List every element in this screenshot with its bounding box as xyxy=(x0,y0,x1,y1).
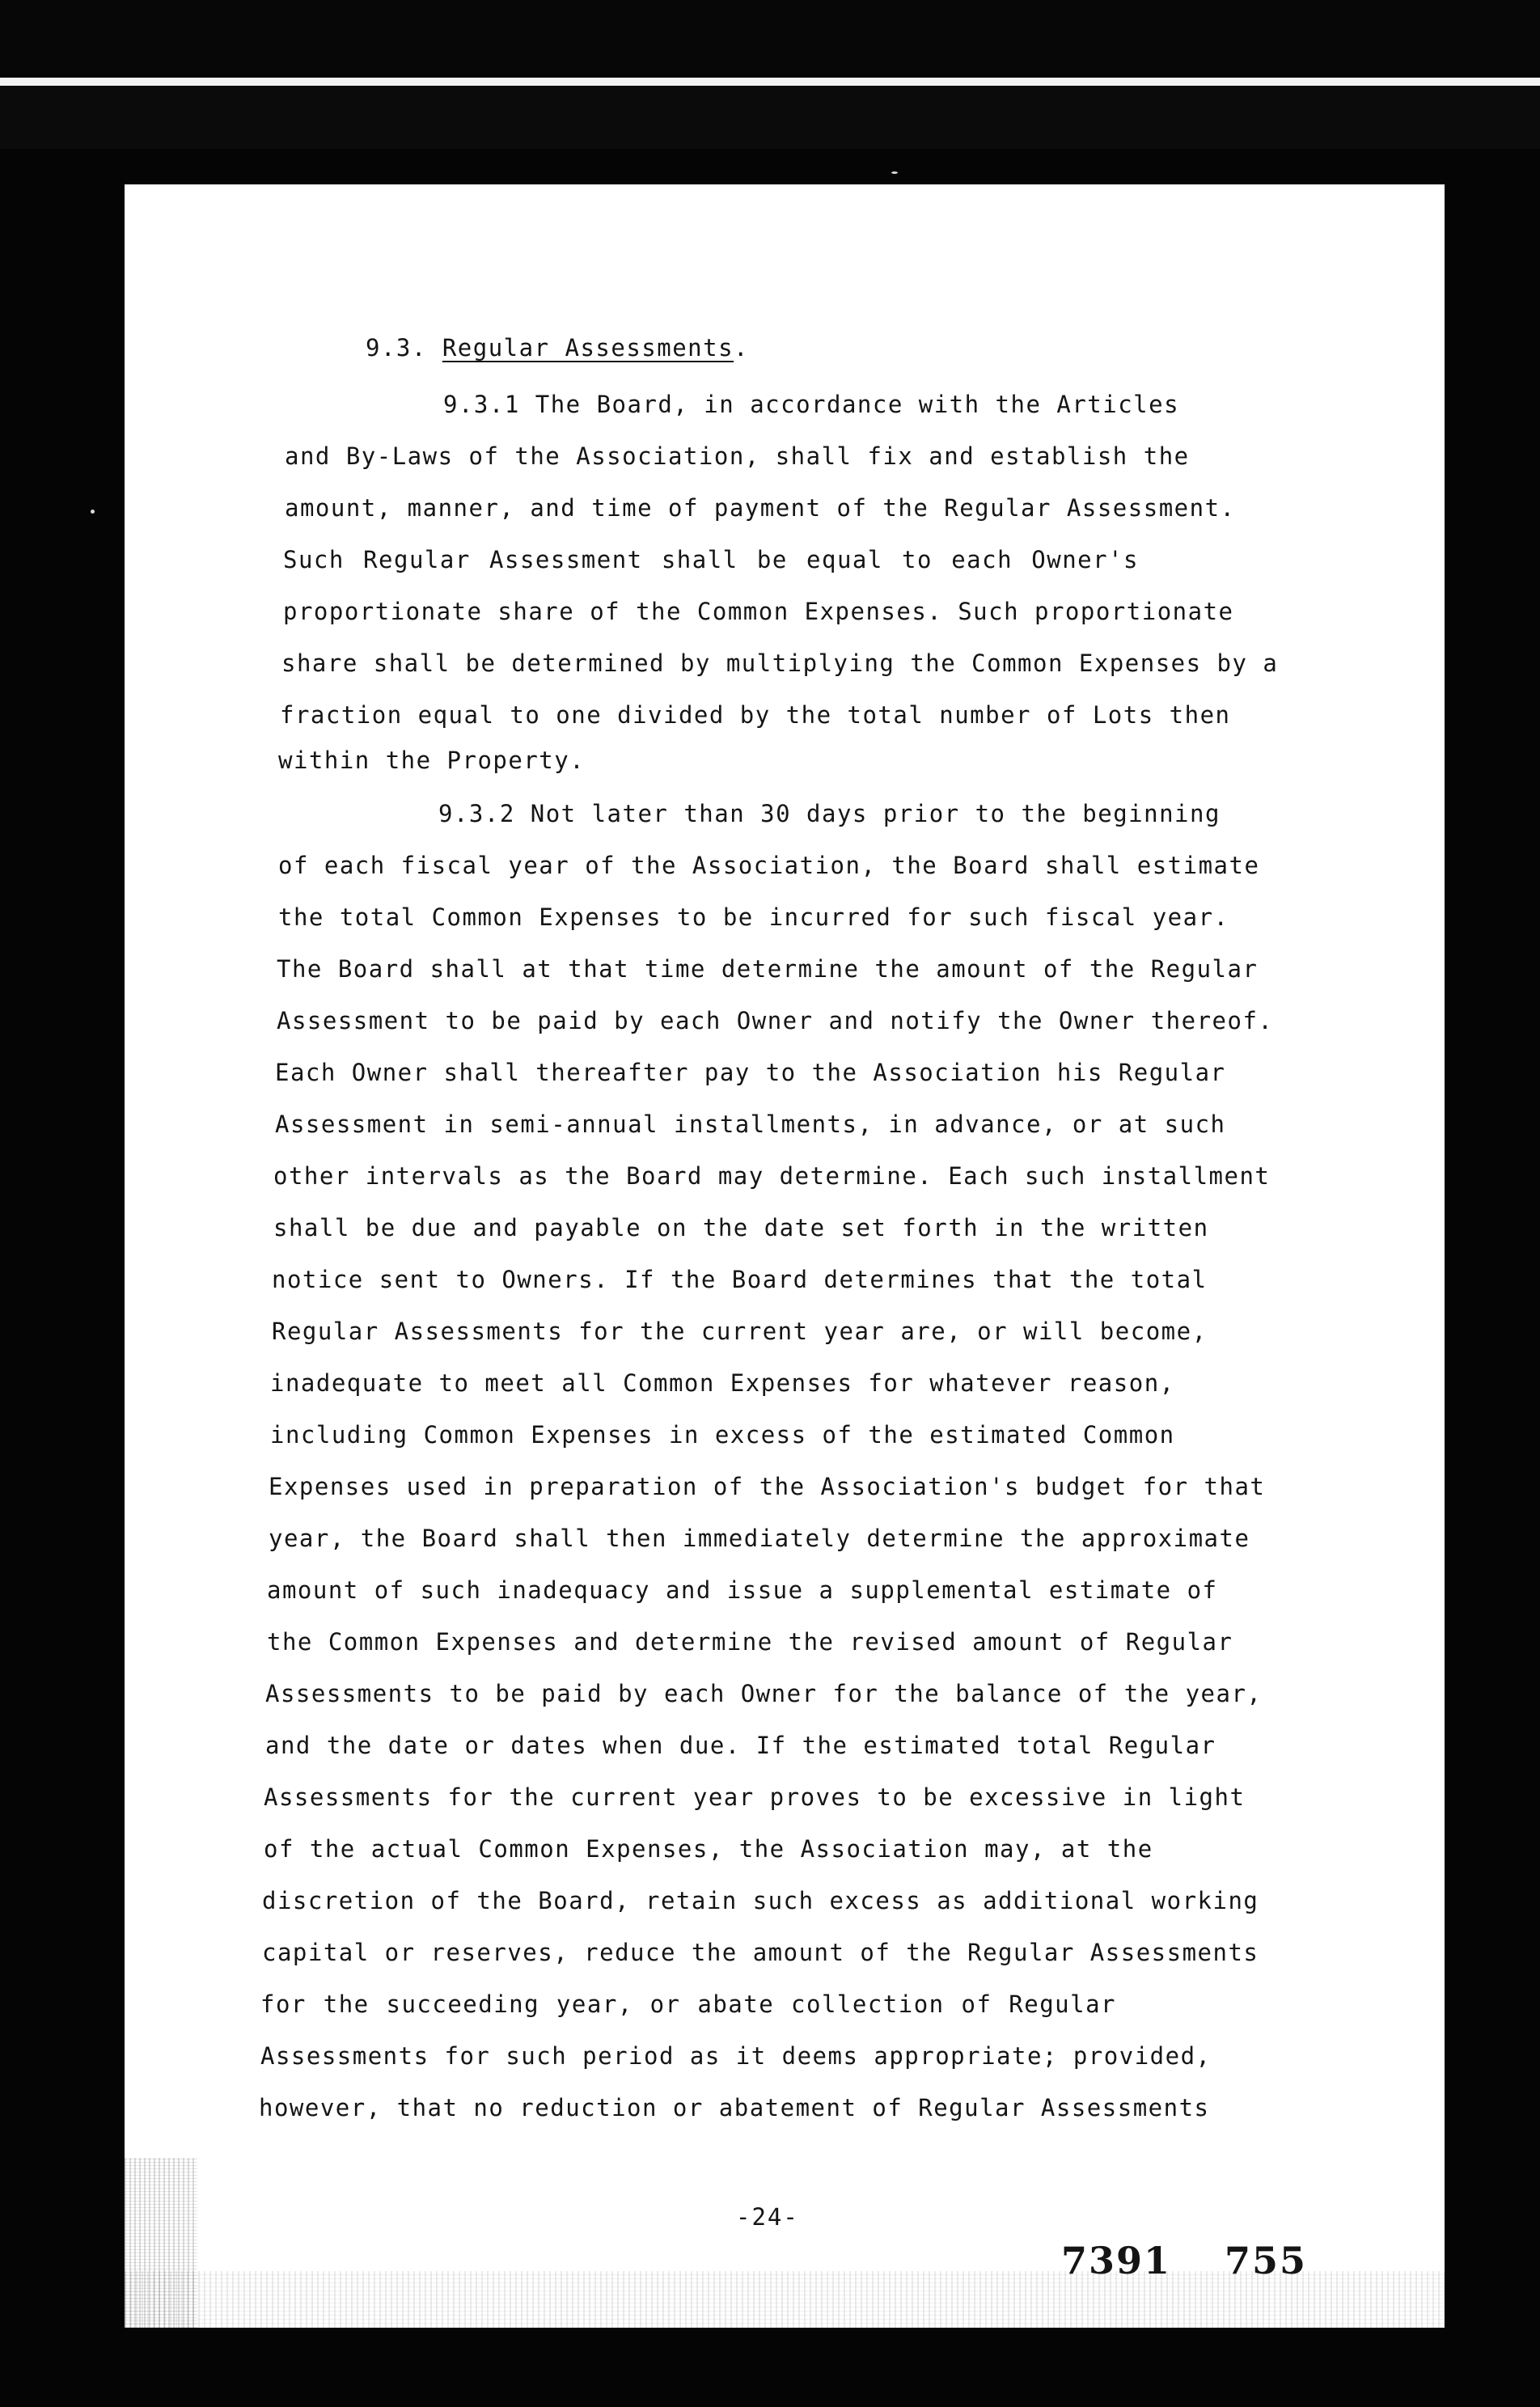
paragraph-line: capital or reserves, reduce the amount of the Regular Assessments xyxy=(262,1939,1259,1966)
paragraph-line: 9.3.2 Not later than 30 days prior to the beginning xyxy=(438,800,1221,827)
paragraph-line: and By-Laws of the Association, shall fix and establish the xyxy=(285,442,1190,470)
paragraph-line: of each fiscal year of the Association, the Board shall estimate xyxy=(278,852,1260,879)
paragraph-line: Expenses used in preparation of the Association's budget for that xyxy=(269,1473,1266,1500)
scan-top-rule xyxy=(0,78,1540,149)
paragraph-line: amount, manner, and time of payment of the Regular Assessment. xyxy=(285,494,1236,522)
paragraph-line: Assessments for such period as it deems appropriate; provided, xyxy=(260,2042,1212,2070)
paragraph-line: fraction equal to one divided by the total number of Lots then xyxy=(280,701,1231,729)
section-title: Regular Assessments xyxy=(442,334,734,362)
paragraph-line: year, the Board shall then immediately determine the approximate xyxy=(269,1525,1250,1552)
paragraph-line: Such Regular Assessment shall be equal to each Owner's xyxy=(283,546,1139,573)
paragraph-line: 9.3.1 The Board, in accordance with the Articles xyxy=(443,391,1180,418)
paragraph-line: and the date or dates when due. If the estimated total Regular xyxy=(265,1732,1216,1759)
paragraph-line: Assessments for the current year proves to be excessive in light xyxy=(264,1783,1246,1811)
paragraph-line: other intervals as the Board may determine. Each such installment xyxy=(273,1162,1271,1190)
paragraph-line: the Common Expenses and determine the revised amount of Regular xyxy=(267,1628,1233,1656)
document-text xyxy=(125,184,1445,2328)
scan-speck xyxy=(91,510,95,514)
paragraph-line: within the Property. xyxy=(278,747,586,774)
paragraph-line: Assessments to be paid by each Owner for the balance of the year, xyxy=(265,1680,1263,1707)
section-number: 9.3. xyxy=(366,334,427,362)
paragraph-line: shall be due and payable on the date set forth in the written xyxy=(273,1214,1209,1242)
paragraph-line: inadequate to meet all Common Expenses for whatever reason, xyxy=(270,1369,1175,1397)
paragraph-line: including Common Expenses in excess of the estimated Common xyxy=(270,1421,1175,1449)
paragraph-line: The Board shall at that time determine the amount of the Regular xyxy=(277,955,1259,983)
section-title-suffix: . xyxy=(734,334,750,362)
paragraph-line: proportionate share of the Common Expenses. Such proportionate xyxy=(283,598,1234,625)
scan-noise-left xyxy=(125,2158,197,2328)
paragraph-line: Each Owner shall thereafter pay to the Association his Regular xyxy=(275,1059,1226,1086)
scan-speck xyxy=(891,171,898,174)
section-heading xyxy=(366,333,749,362)
page-number: -24- xyxy=(736,2203,799,2231)
scan-noise-bottom xyxy=(125,2271,1445,2328)
paragraph-line: Assessment in semi-annual installments, in advance, or at such xyxy=(275,1110,1226,1138)
paragraph-line: for the succeeding year, or abate collection of Regular xyxy=(260,1990,1116,2018)
paragraph-line: notice sent to Owners. If the Board determines that the total xyxy=(272,1266,1208,1293)
paragraph-line: of the actual Common Expenses, the Association may, at the xyxy=(264,1835,1153,1863)
paragraph-line: share shall be determined by multiplying the Common Expenses by a xyxy=(281,649,1279,677)
scan-top-band xyxy=(0,0,1540,74)
document-page xyxy=(125,184,1445,2328)
paragraph-line: discretion of the Board, retain such excess as additional working xyxy=(262,1887,1259,1914)
paragraph-line: Regular Assessments for the current year are, or will become, xyxy=(272,1318,1208,1345)
bates-stamp-right: 755 xyxy=(1225,2239,1308,2282)
paragraph-line: however, that no reduction or abatement of Regular Assessments xyxy=(259,2094,1210,2121)
bates-stamp-left: 7391 xyxy=(1061,2239,1172,2282)
paragraph-line: amount of such inadequacy and issue a supplemental estimate of xyxy=(267,1576,1218,1604)
paragraph-line: Assessment to be paid by each Owner and notify the Owner thereof. xyxy=(277,1007,1274,1034)
paragraph-line: the total Common Expenses to be incurred for such fiscal year. xyxy=(278,903,1229,931)
